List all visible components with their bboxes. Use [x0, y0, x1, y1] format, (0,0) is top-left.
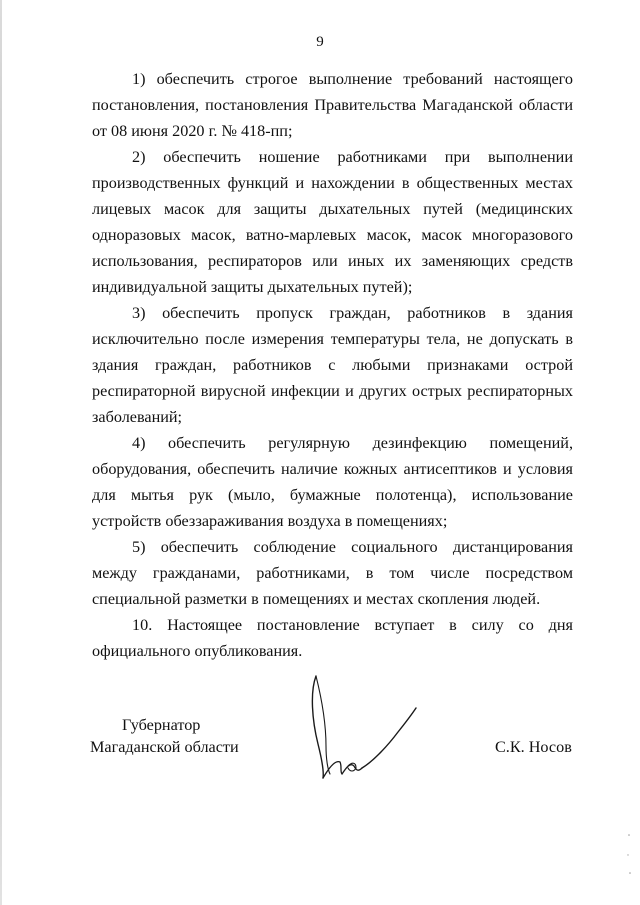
- position-line-1: Губернатор: [122, 716, 201, 734]
- paragraph-item-4: 4) обеспечить регулярную дезинфекцию помещений, оборудования, обеспечить наличие кожных антисептиков и условия для мытья рук (мыло, бумажные полотенца), использование устройств обеззараживания воздуха в помещениях;: [92, 434, 573, 530]
- position-line-2: Магаданской области: [90, 738, 239, 756]
- handwritten-signature: [296, 662, 426, 792]
- paragraph-item-1: 1) обеспечить строгое выполнение требований настоящего постановления, постановления Правительства Магаданской области от 08 июня 2020 г. № 418-пп;: [92, 70, 573, 140]
- paragraph-item-2: 2) обеспечить ношение работниками при выполнении производственных функций и нахождении в общественных местах лицевых масок для защиты дыхательных путей (медицинских одноразовых масок, ватно-марлевых масок, масок многоразового использования, респираторов или иных их заменяющих средств индивидуальной защиты дыхательных путей);: [92, 148, 573, 296]
- page-number: 9: [316, 34, 324, 50]
- paragraph-item-5: 5) обеспечить соблюдение социального дистанцирования между гражданами, работниками, в том числе посредством специальной разметки в помещениях и местах скопления людей.: [92, 538, 573, 608]
- signer-position: [90, 714, 260, 758]
- signer-name: С.К. Носов: [495, 738, 572, 756]
- paragraph-point-10: 10. Настоящее постановление вступает в силу со дня официального опубликования.: [92, 616, 573, 660]
- paragraph-item-3: 3) обеспечить пропуск граждан, работников в здания исключительно после измерения температуры тела, не допускать в здания граждан, работников с любыми признаками острой респираторной вирусной инфекции и других острых респираторных заболеваний;: [92, 304, 573, 426]
- scan-noise: [624, 825, 634, 885]
